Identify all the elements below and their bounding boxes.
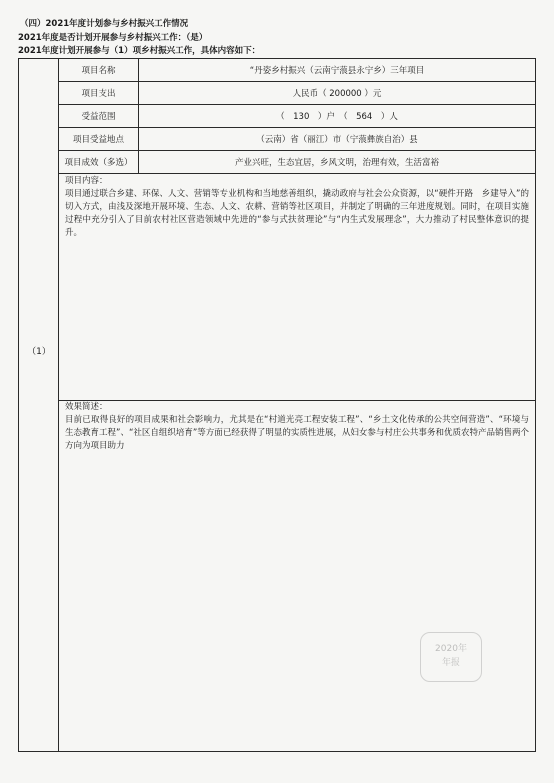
- item-number: （1）: [27, 347, 51, 357]
- row-label: 项目成效（多选）: [59, 151, 139, 173]
- plan-detail: 2021年度计划开展参与（1）项乡村振兴工作，具体内容如下：: [18, 46, 261, 56]
- row-value: 产业兴旺，生态宜居，乡风文明，治理有效，生活富裕: [234, 158, 439, 168]
- row-label: 受益范围: [59, 105, 139, 127]
- effect-section: [59, 401, 535, 751]
- project-content-section: [59, 175, 535, 401]
- section-heading: （四）2021年度计划参与乡村振兴工作情况: [20, 19, 189, 29]
- row-project-outcomes: [59, 151, 535, 174]
- row-label: 项目名称: [59, 59, 139, 81]
- watermark-stamp: [420, 632, 482, 682]
- stamp-line-2: 年报: [441, 658, 460, 668]
- row-value: （ 130 ）户 （ 564 ）人: [276, 112, 398, 122]
- effect-title: 效果简述：: [65, 402, 108, 412]
- project-content-body: 项目通过联合乡建、环保、人文、营销等专业机构和当地慈善组织，撬动政府与社会公众资源，以“硬件开路 乡建导入”的切入方式，由浅及深地开展环境、生态、人文、农耕、营销等社区项目，并制定了明确的三年进度规划。同时，在项目实施过程中充分引入了目前农村社区营造领域中先进的“参与式扶贫理论”与“内生式发展理念”，大力推动了村民整体意识的提升。: [65, 189, 529, 238]
- row-value: 人民币（ 200000 ）元: [292, 89, 382, 99]
- row-project-expense: [59, 82, 535, 105]
- plan-question: 2021年度是否计划开展参与乡村振兴工作：（是）: [18, 33, 208, 43]
- effect-body: 目前已取得良好的项目成果和社会影响力，尤其是在“村道光亮工程安装工程”、“乡土文化传承的公共空间营造”、“环境与生态教育工程”、“社区自组织培育”等方面已经获得了明显的实质性进展，从妇女参与村庄公共事务和优质农特产品销售两个方向为项目助力: [65, 415, 529, 451]
- item-number-column: [19, 59, 59, 751]
- row-value: “丹姿乡村振兴（云南宁蒗县永宁乡）三年项目: [249, 66, 425, 76]
- row-project-name: [59, 59, 535, 82]
- row-label: 项目受益地点: [59, 128, 139, 150]
- row-beneficiary-scope: [59, 105, 535, 128]
- row-beneficiary-location: [59, 128, 535, 151]
- row-value: （云南）省（丽江）市（宁蒗彝族自治）县: [256, 135, 418, 145]
- project-content-title: 项目内容：: [65, 176, 108, 186]
- row-label: 项目支出: [59, 82, 139, 104]
- stamp-line-1: 2020年: [435, 644, 467, 654]
